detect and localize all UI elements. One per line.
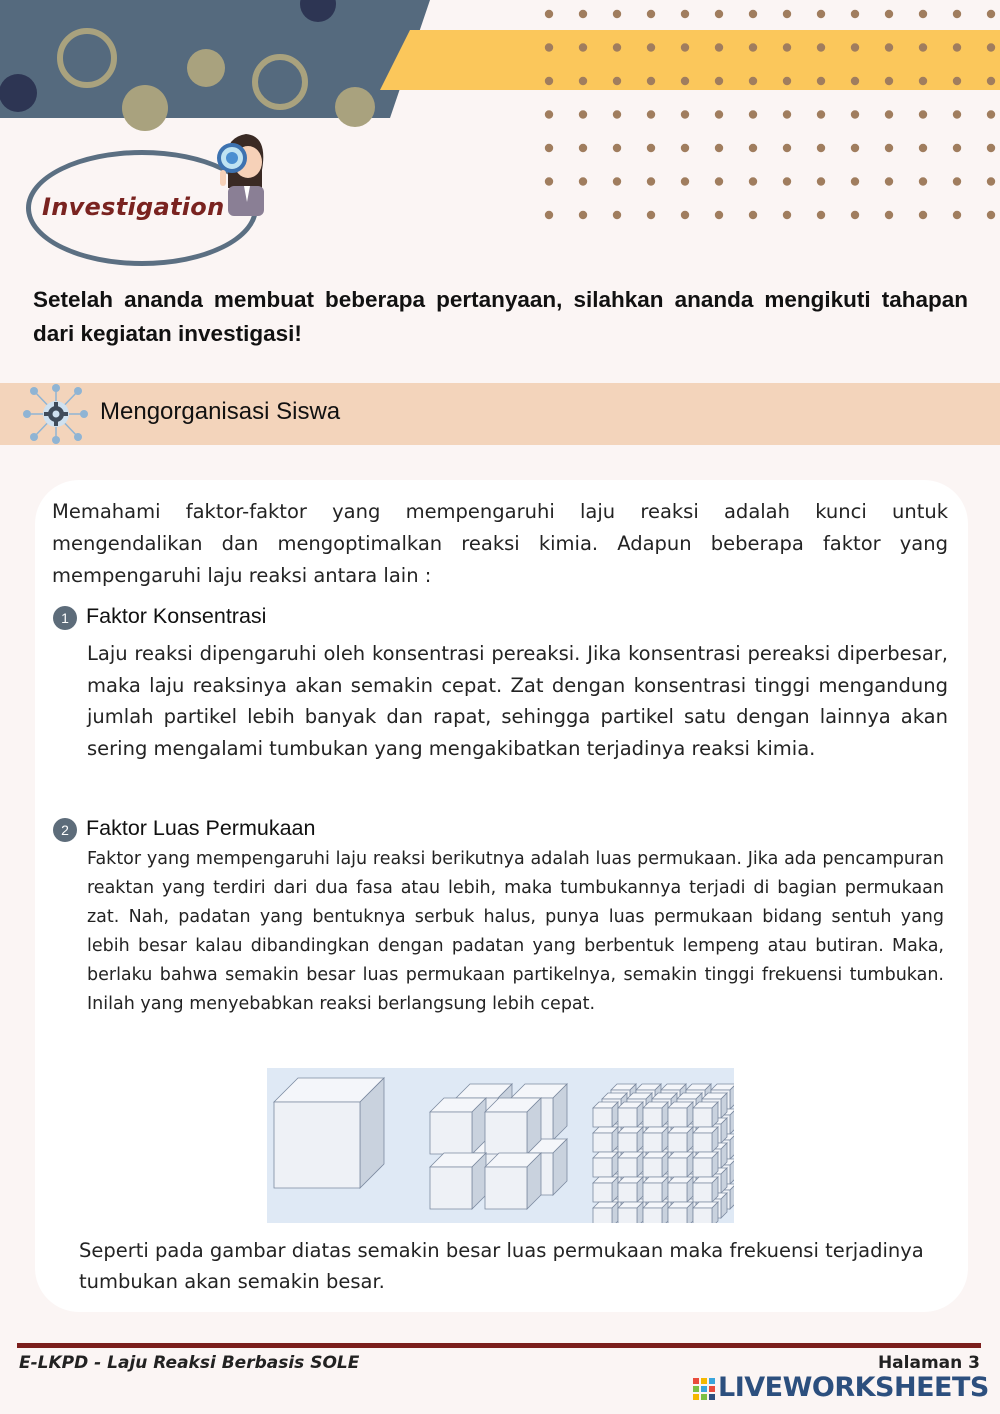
liveworksheets-logo-icon — [693, 1378, 715, 1400]
detective-girl-icon — [214, 128, 274, 216]
factor-number-2: 2 — [53, 818, 77, 842]
factor-text-1: Laju reaksi dipengaruhi oleh konsentrasi pereaksi. Jika konsentrasi pereaksi diperbesar, maka laju reaksinya akan semakin cepat. Zat dengan konsentrasi tinggi mengandung jumlah partikel lebih banyak dan rapat, sehingga partikel satu dengan lainnya akan sering mengalami tumbukan yang mengakibatkan terjadinya reaksi kimia. — [87, 642, 948, 760]
footer-divider — [17, 1343, 981, 1348]
team-network-icon — [22, 383, 88, 445]
liveworksheets-brand: LIVEWORKSHEETS — [718, 1372, 989, 1403]
footer-title: E-LKPD - Laju Reaksi Berbasis SOLE — [19, 1353, 360, 1373]
factor-number-1: 1 — [53, 606, 77, 630]
page-number: Halaman 3 — [877, 1353, 980, 1373]
factor-title-2: Faktor Luas Permukaan — [86, 816, 316, 840]
figure-caption: Seperti pada gambar diatas semakin besar luas permukaan maka frekuensi terjadinya tumbukan akan semakin besar. — [79, 1239, 924, 1293]
investigation-label: Investigation — [42, 193, 225, 221]
intro-instruction: Setelah ananda membuat beberapa pertanyaan, silahkan ananda mengikuti tahapan dari kegiatan investigasi! — [33, 287, 968, 346]
factor-text-2: Faktor yang mempengaruhi laju reaksi berikutnya adalah luas permukaan. Jika ada pencampuran reaktan yang terdiri dari dua fasa atau lebih, maka tumbukannya terjadi di bagian permukaan zat. Nah, padatan yang bentuknya serbuk halus, punya luas permukaan bidang sentuh yang lebih besar kalau dibandingkan dengan padatan yang berbentuk lempeng atau butiran. Maka, berlaku bahwa semakin besar luas permukaan partikelnya, semakin tinggi frekuensi tumbukan. Inilah yang menyebabkan reaksi berlangsung lebih cepat. — [87, 849, 944, 1014]
factor-title-1: Faktor Konsentrasi — [86, 604, 267, 628]
intro-paragraph: Memahami faktor-faktor yang mempengaruhi laju reaksi adalah kunci untuk mengendalikan dan mengoptimalkan reaksi kimia. Adapun beberapa faktor yang mempengaruhi laju reaksi antara lain : — [52, 500, 948, 587]
section-title: Mengorganisasi Siswa — [100, 398, 341, 425]
surface-area-cubes-figure — [267, 1068, 734, 1223]
